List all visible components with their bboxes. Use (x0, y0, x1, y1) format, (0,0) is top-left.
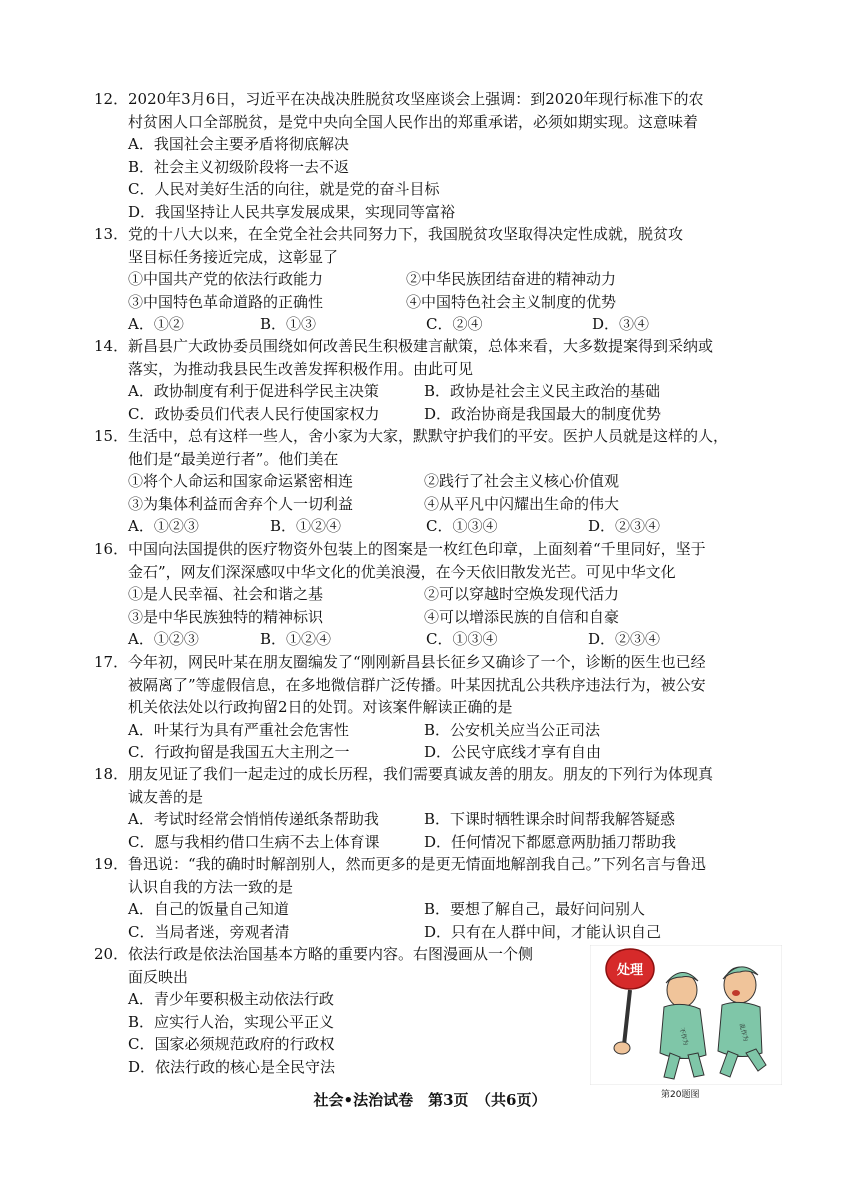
question-stem-line: 生活中，总有这样一些人，舍小家为大家，默默守护我们的平安。医护人员就是这样的人， (128, 427, 729, 445)
statement-4: ④中国特色社会主义制度的优势 (406, 292, 617, 311)
statement-row (128, 470, 788, 493)
option-row (128, 403, 788, 426)
option-row (128, 719, 788, 742)
question-stem-line: 党的十八大以来，在全党全社会共同努力下，我国脱贫攻坚取得决定性成就，脱贫攻 (128, 225, 684, 243)
choice-row (128, 515, 788, 538)
question-18 (94, 763, 788, 853)
question-number: 17． (94, 653, 129, 671)
option-c: C．愿与我相约借口生病不去上体育课 (128, 832, 380, 851)
option-b: B．政协是社会主义民主政治的基础 (424, 382, 661, 400)
statement-row (128, 268, 788, 291)
option-row (128, 831, 788, 854)
question-stem-line: 他们是“最美逆行者”。他们美在 (128, 449, 339, 468)
option-d: D．政治协商是我国最大的制度优势 (424, 404, 662, 423)
choice-a: A．①② (128, 315, 184, 333)
option-a: A．叶某行为具有严重社会危害性 (128, 720, 349, 739)
question-stem-line: 鲁迅说：“我的确时时解剖别人，然而更多的是更无情面地解剖我自己。”下列名言与鲁迅 (128, 855, 706, 873)
question-stem-line: 机关依法处以行政拘留2日的处罚。对该案件解读正确的是 (128, 698, 513, 716)
figure-caption: 第20题图 (661, 1090, 700, 1100)
left-label: 不作为 (677, 1027, 690, 1047)
option-row (128, 898, 788, 921)
option-row (128, 808, 788, 831)
question-17 (94, 651, 788, 764)
right-label: 乱作为 (737, 1023, 750, 1043)
option-row (128, 380, 788, 403)
option-b: B．下课时牺牲课余时间帮我解答疑惑 (424, 810, 676, 828)
statement-1: ①中国共产党的依法行政能力 (128, 270, 324, 288)
cartoon-illustration (590, 945, 782, 1085)
option-c: C．当局者迷，旁观者清 (128, 922, 290, 941)
option-b: B．公安机关应当公正司法 (424, 720, 601, 739)
choice-row (128, 628, 788, 651)
choice-a: A．①②③ (128, 630, 199, 648)
option-a: A．我国社会主要矛盾将彻底解决 (128, 135, 349, 153)
question-stem-line: 面反映出 (128, 967, 189, 986)
statement-row (128, 583, 788, 606)
option-row (128, 921, 788, 944)
statement-4: ④从平凡中闪耀出生命的伟大 (424, 494, 620, 513)
option-a: A．自己的饭量自己知道 (128, 900, 289, 918)
question-20 (94, 943, 568, 1078)
choice-d: D．③④ (592, 315, 650, 333)
choice-row (128, 313, 788, 336)
question-stem-line: 村贫困人口全部脱贫，是党中央向全国人民作出的郑重承诺，必须如期实现。这意味着 (128, 112, 699, 131)
choice-b: B．①②④ (260, 630, 332, 648)
question-number: 13． (94, 225, 129, 243)
page-footer: 社会•法治试卷 第3页 （共6页） (313, 1091, 547, 1109)
statement-2: ②践行了社会主义核心价值观 (424, 472, 620, 490)
question-number: 18． (94, 765, 129, 783)
question-number: 14． (94, 337, 129, 355)
question-stem-line: 落实，为推动我县民生改善发挥积极作用。由此可见 (128, 359, 474, 378)
option-b: B．社会主义初级阶段将一去不返 (128, 157, 350, 176)
choice-d: D．②③④ (588, 630, 661, 648)
option-a: A．考试时经常会悄悄传递纸条帮助我 (128, 810, 379, 828)
question-19 (94, 853, 788, 943)
question-stem-line: 朋友见证了我们一起走过的成长历程，我们需要真诚友善的朋友。朋友的下列行为体现真 (128, 765, 714, 783)
choice-b: B．①③ (260, 315, 317, 333)
question-number: 15． (94, 427, 129, 445)
statement-row (128, 606, 788, 629)
question-stem-line: 被隔离了”等虚假信息，在多地微信群广泛传播。叶某因扰乱公共秩序违法行为，被公安 (128, 675, 706, 694)
question-number: 19． (94, 855, 129, 873)
option-d: D．公民守底线才享有自由 (424, 743, 602, 761)
statement-3: ③为集体利益而舍弃个人一切利益 (128, 494, 354, 513)
choice-d: D．②③④ (588, 517, 661, 535)
question-stem-line: 坚目标任务接近完成，这彰显了 (128, 247, 339, 266)
question-stem-line: 金石”，网友们深深感叹中华文化的优美浪漫，在今天依旧散发光芒。可见中华文化 (128, 562, 676, 581)
option-c: C．人民对美好生活的向往，就是党的奋斗目标 (128, 180, 440, 198)
question-stem-line: 新昌县广大政协委员围绕如何改善民生积极建言献策，总体来看，大多数提案得到采纳或 (128, 337, 714, 355)
option-row (128, 741, 788, 764)
statement-2: ②中华民族团结奋进的精神动力 (406, 270, 617, 288)
choice-a: A．①②③ (128, 517, 199, 535)
option-c: C．行政拘留是我国五大主刑之一 (128, 743, 350, 761)
statement-4: ④可以增添民族的自信和自豪 (424, 607, 620, 626)
question-16 (94, 538, 788, 651)
statement-3: ③中国特色革命道路的正确性 (128, 292, 324, 311)
option-d: D．依法行政的核心是全民守法 (128, 1057, 336, 1076)
question-number: 12． (94, 90, 129, 108)
question-number: 20． (94, 945, 129, 963)
option-a: A．青少年要积极主动依法行政 (128, 990, 334, 1008)
option-d: D．我国坚持让人民共享发展成果，实现同等富裕 (128, 202, 456, 221)
question-14 (94, 335, 788, 425)
question-stem-line: 今年初，网民叶某在朋友圈编发了“刚刚新昌县长征乡又确诊了一个，诊断的医生也已经 (128, 653, 706, 671)
question-number: 16． (94, 540, 129, 558)
question-stem-line: 依法行政是依法治国基本方略的重要内容。右图漫画从一个侧 (128, 945, 534, 963)
statement-1: ①将个人命运和国家命运紧密相连 (128, 472, 354, 490)
option-c: C．政协委员们代表人民行使国家权力 (128, 404, 380, 423)
choice-c: C．①③④ (426, 517, 498, 535)
choice-c: C．①③④ (426, 630, 498, 648)
option-a: A．政协制度有利于促进科学民主决策 (128, 382, 379, 400)
statement-row (128, 291, 788, 314)
option-b: B．应实行人治，实现公平正义 (128, 1012, 335, 1031)
question-12 (94, 88, 788, 223)
option-d: D．只有在人群中间，才能认识自己 (424, 922, 662, 941)
choice-c: C．②④ (426, 315, 483, 333)
question-stem-line: 2020年3月6日，习近平在决战决胜脱贫攻坚座谈会上强调：到2020年现行标准下的农 (128, 90, 704, 108)
option-b: B．要想了解自己，最好问问别人 (424, 900, 646, 918)
option-d: D．任何情况下都愿意两肋插刀帮助我 (424, 832, 677, 851)
statement-row (128, 493, 788, 516)
statement-1: ①是人民幸福、社会和谐之基 (128, 585, 324, 603)
question-stem-line: 中国向法国提供的医疗物资外包装上的图案是一枚红色印章，上面刻着“千里同好，坚于 (128, 540, 706, 558)
sign-text: 处理 (616, 963, 644, 978)
question-13 (94, 223, 788, 336)
question-stem-line: 认识自我的方法一致的是 (128, 877, 294, 896)
option-c: C．国家必须规范政府的行政权 (128, 1035, 335, 1053)
question-stem-line: 诚友善的是 (128, 787, 204, 806)
statement-3: ③是中华民族独特的精神标识 (128, 607, 324, 626)
statement-2: ②可以穿越时空焕发现代活力 (424, 585, 620, 603)
question-15 (94, 425, 788, 538)
choice-b: B．①②④ (270, 517, 342, 535)
